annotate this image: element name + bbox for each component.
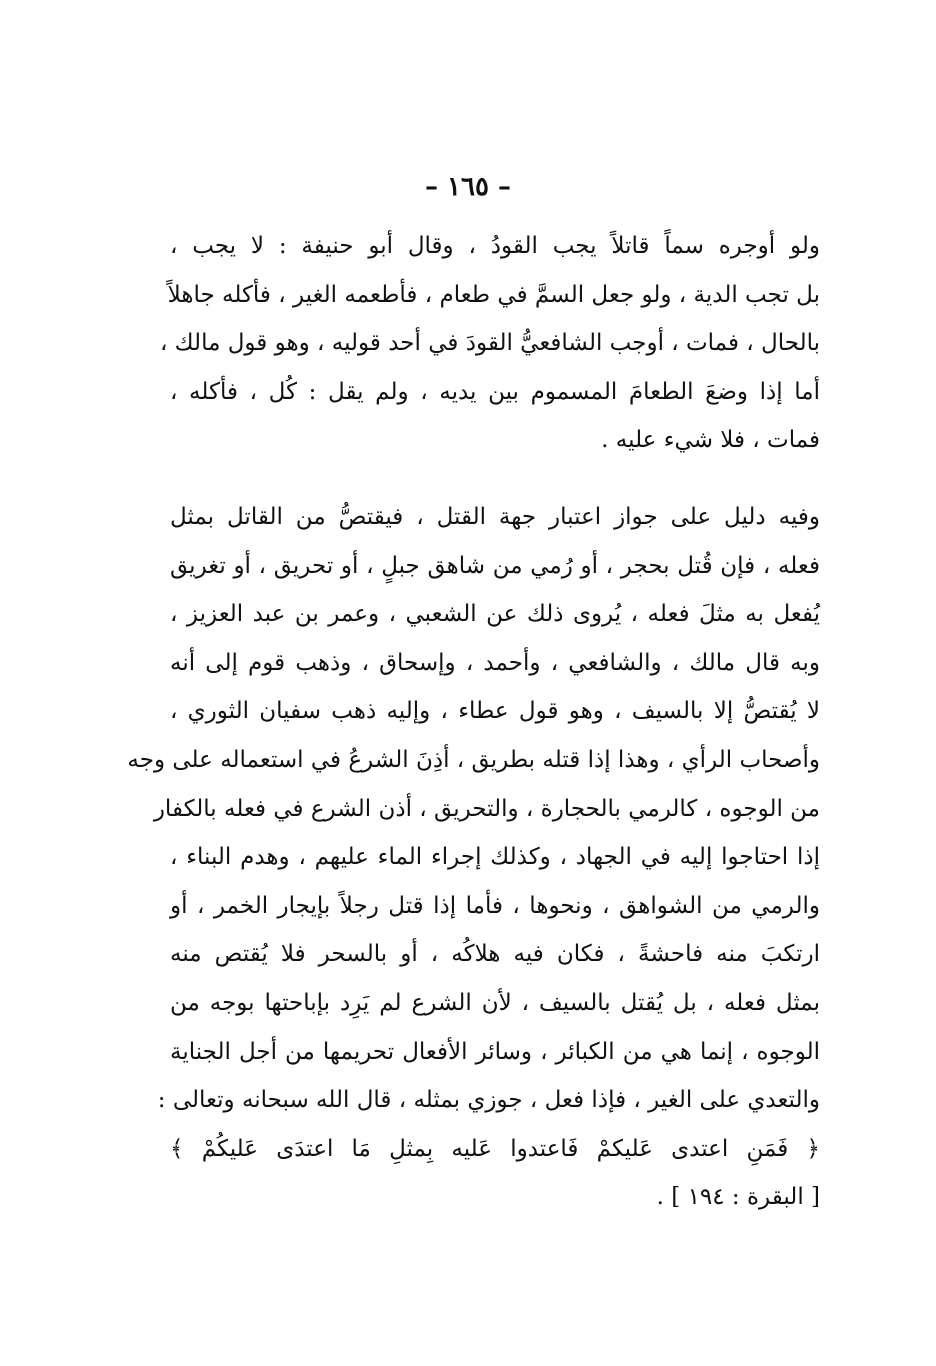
- text-line: إذا احتاجوا إليه في الجهاد ، وكذلك إجراء الماء عليهم ، وهدم البناء ،: [170, 844, 820, 871]
- text-line: بل تجب الدية ، ولو جعل السمَّ في طعام ، فأطعمه الغير ، فأكله جاهلاً: [167, 281, 820, 308]
- text-line: ارتكبَ منه فاحشةً ، فكان فيه هلاكُه ، أو بالسحر فلا يُقتص منه: [170, 941, 820, 968]
- paragraph-1: [159, 222, 820, 465]
- text-line: والرمي من الشواهق ، ونحوها ، فأما إذا قتل رجلاً بإيجار الخمر ، أو: [170, 892, 820, 919]
- text-line: فمات ، فلا شيء عليه .: [601, 427, 820, 454]
- text-line: ولو أوجره سماً قاتلاً يجب القودُ ، وقال أبو حنيفة : لا يجب ،: [170, 233, 820, 259]
- text-line: من الوجوه ، كالرمي بالحجارة ، والتحريق ، أذن الشرع في فعله بالكفار: [153, 795, 820, 822]
- text-line: بمثل فعله ، بل يُقتل بالسيف ، لأن الشرع لم يَرِد بإباحتها بوجه من: [170, 989, 820, 1016]
- text-line: بالحال ، فمات ، أوجب الشافعيُّ القودَ في أحد قوليه ، وهو قول مالك ،: [159, 330, 820, 357]
- text-line: وفيه دليل على جواز اعتبار جهة القتل ، فيقتصُّ من القاتل بمثل: [170, 504, 820, 530]
- verse-reference-line: [ البقرة : ١٩٤ ] .: [656, 1184, 820, 1211]
- text-line: يُفعل به مثلَ فعله ، يُروى ذلك عن الشعبي ، وعمر بن عبد العزيز ،: [170, 601, 820, 628]
- text-line: وبه قال مالك ، والشافعي ، وأحمد ، وإسحاق ، وذهب قوم إلى أنه: [170, 649, 820, 676]
- text-line: أما إذا وضعَ الطعامَ المسموم بين يديه ، ولم يقل : كُل ، فأكله ،: [170, 378, 820, 405]
- quran-verse-line: ﴿ فَمَنِ اعتدى عَليكمْ فَاعتدوا عَليه بِمثلِ مَا اعتدَى عَليكُمْ ﴾: [170, 1135, 820, 1162]
- text-line: فعله ، فإن قُتل بحجر ، أو رُمي من شاهق جبلٍ ، أو تحريق ، أو تغريق: [170, 552, 820, 579]
- paragraph-2: [127, 493, 820, 1222]
- text-line: وأصحاب الرأي ، وهذا إذا قتله بطريق ، أذِنَ الشرعُ في استعماله على وجه: [127, 746, 820, 773]
- page-number: – ١٦٥ –: [424, 172, 512, 202]
- text-line: لا يُقتصُّ إلا بالسيف ، وهو قول عطاء ، وإليه ذهب سفيان الثوري ،: [170, 698, 820, 725]
- text-line: الوجوه ، إنما هي من الكبائر ، وسائر الأفعال تحريمها من أجل الجناية: [170, 1038, 820, 1065]
- text-line: والتعدي على الغير ، فإذا فعل ، جوزي بمثله ، قال الله سبحانه وتعالى :: [157, 1087, 820, 1114]
